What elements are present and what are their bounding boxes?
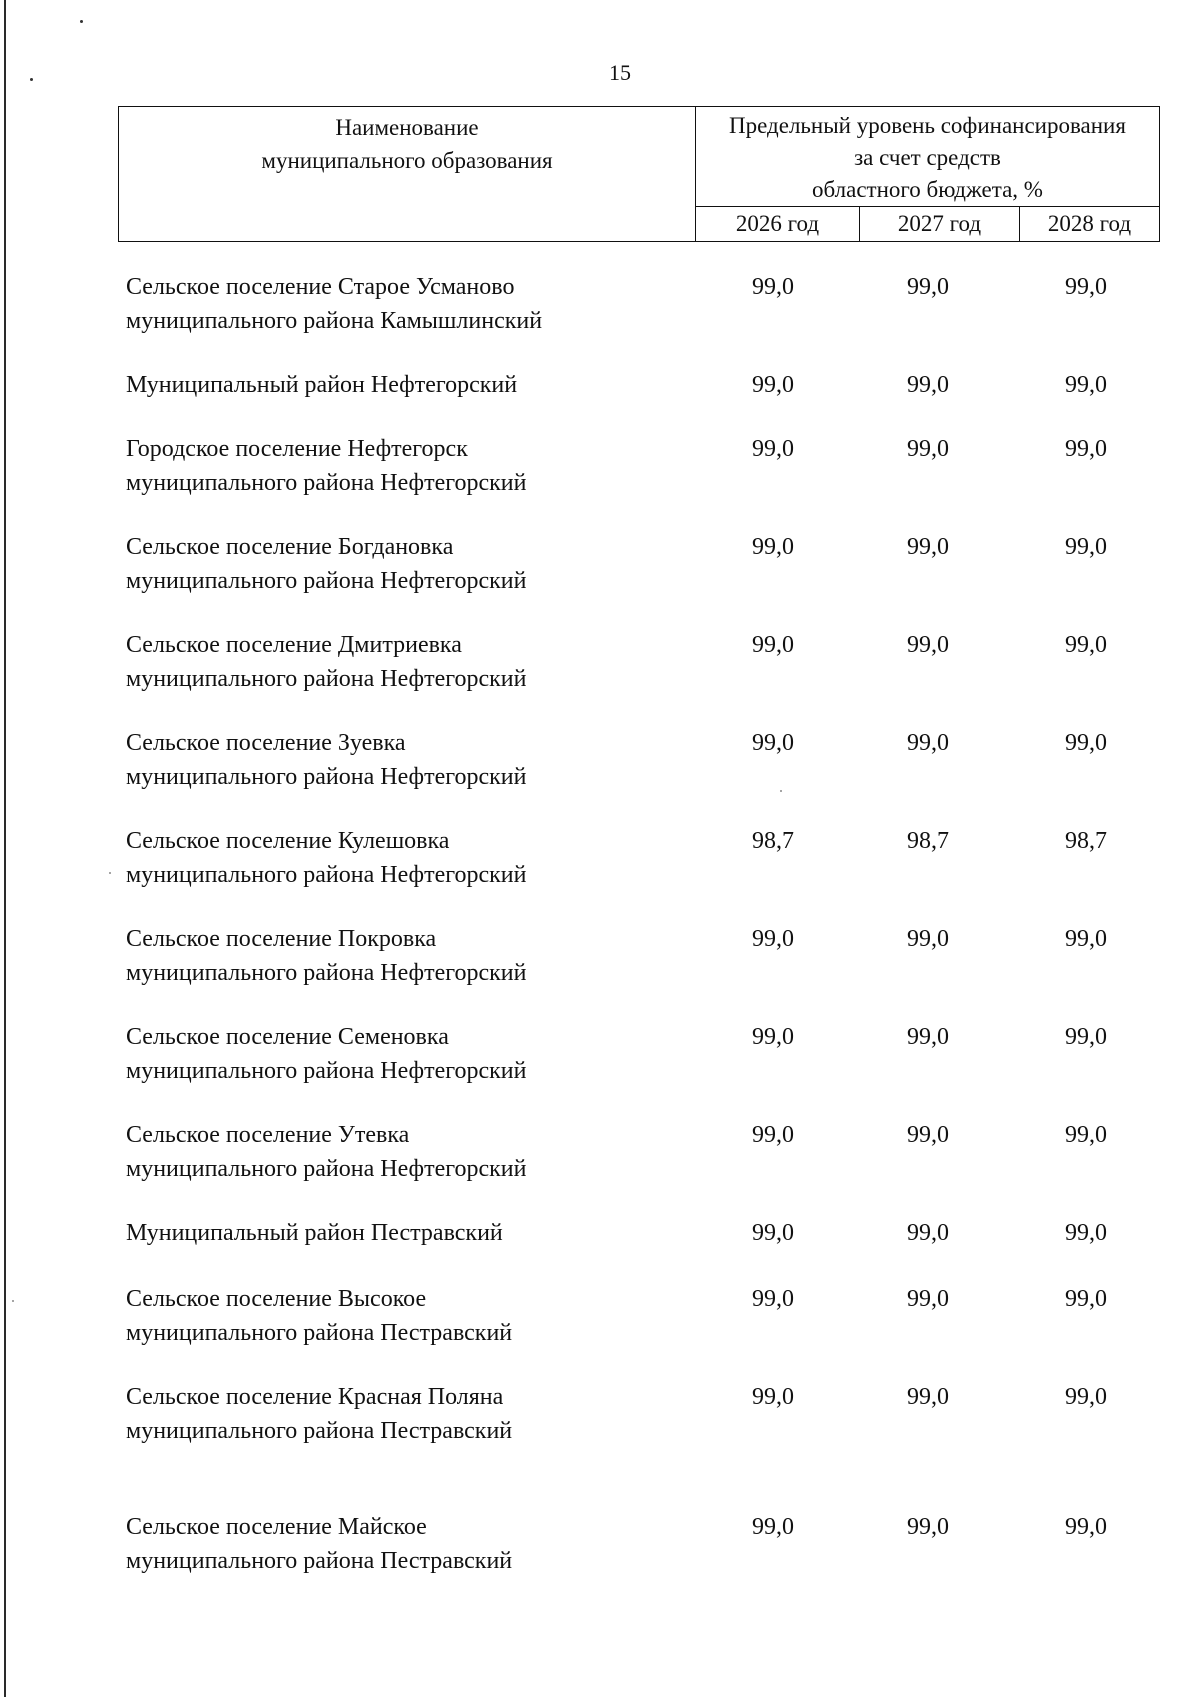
value-2026: 99,0	[752, 436, 794, 462]
value-2028: 99,0	[1065, 1122, 1107, 1148]
municipality-name: Муниципальный район Нефтегорский	[126, 372, 518, 398]
municipality-name: Сельское поселение Утевка муниципального района Нефтегорский	[126, 1122, 527, 1182]
header-level-label: Предельный уровень софинансирования за счет средств областного бюджета, %	[729, 113, 1126, 202]
table-row	[0, 1118, 1200, 1188]
value-2026: 99,0	[752, 632, 794, 658]
table-row	[0, 1380, 1200, 1450]
value-2027: 99,0	[907, 274, 949, 300]
municipality-name: Сельское поселение Дмитриевка муниципального района Нефтегорский	[126, 632, 527, 692]
value-2026: 99,0	[752, 730, 794, 756]
value-2026: 99,0	[752, 1514, 794, 1540]
table-row	[0, 530, 1200, 600]
table-row	[0, 1216, 1200, 1286]
header-year-2026: 2026 год	[696, 207, 860, 241]
value-2027: 99,0	[907, 436, 949, 462]
municipality-name: Сельское поселение Зуевка муниципального района Нефтегорский	[126, 730, 527, 790]
value-2026: 99,0	[752, 534, 794, 560]
value-2028: 99,0	[1065, 926, 1107, 952]
value-2026: 99,0	[752, 1286, 794, 1312]
value-2027: 99,0	[907, 926, 949, 952]
value-2027: 99,0	[907, 730, 949, 756]
table-row	[0, 1510, 1200, 1580]
value-2026: 99,0	[752, 1024, 794, 1050]
value-2026: 99,0	[752, 1122, 794, 1148]
value-2027: 99,0	[907, 1286, 949, 1312]
value-2028: 99,0	[1065, 1514, 1107, 1540]
municipality-name: Сельское поселение Старое Усманово муниципального района Камышлинский	[126, 274, 543, 334]
table-row	[0, 1020, 1200, 1090]
table-row	[0, 726, 1200, 796]
municipality-name: Сельское поселение Красная Поляна муниципального района Пестравский	[126, 1384, 513, 1444]
value-2027: 99,0	[907, 1024, 949, 1050]
value-2028: 99,0	[1065, 1024, 1107, 1050]
value-2027: 99,0	[907, 1122, 949, 1148]
value-2028: 99,0	[1065, 436, 1107, 462]
value-2028: 99,0	[1065, 1384, 1107, 1410]
municipality-name: Сельское поселение Семеновка муниципального района Нефтегорский	[126, 1024, 527, 1084]
header-name-label: Наименование муниципального образования	[261, 115, 553, 173]
value-2027: 99,0	[907, 534, 949, 560]
value-2026: 99,0	[752, 926, 794, 952]
municipality-name: Городское поселение Нефтегорск муниципального района Нефтегорский	[126, 436, 527, 496]
page-number: 15	[609, 60, 631, 85]
value-2026: 99,0	[752, 1220, 794, 1246]
header-year-2027: 2027 год	[860, 207, 1020, 241]
value-2026: 98,7	[752, 828, 794, 854]
municipality-name: Сельское поселение Высокое муниципального района Пестравский	[126, 1286, 513, 1346]
value-2028: 99,0	[1065, 274, 1107, 300]
table-row	[0, 270, 1200, 340]
value-2027: 99,0	[907, 1384, 949, 1410]
municipality-name: Сельское поселение Майское муниципального района Пестравский	[126, 1514, 513, 1574]
table-row	[0, 824, 1200, 894]
value-2026: 99,0	[752, 274, 794, 300]
value-2026: 99,0	[752, 372, 794, 398]
value-2028: 99,0	[1065, 632, 1107, 658]
municipality-name: Сельское поселение Кулешовка муниципального района Нефтегорский	[126, 828, 527, 888]
table-row	[0, 1282, 1200, 1352]
header-year-2028: 2028 год	[1047, 211, 1132, 236]
municipality-name: Муниципальный район Пестравский	[126, 1220, 503, 1246]
table-row	[0, 432, 1200, 502]
value-2028: 99,0	[1065, 1220, 1107, 1246]
value-2027: 99,0	[907, 632, 949, 658]
value-2027: 99,0	[907, 372, 949, 398]
municipality-name: Сельское поселение Богдановка муниципального района Нефтегорский	[126, 534, 527, 594]
table-row	[0, 368, 1200, 438]
table-row	[0, 628, 1200, 698]
value-2028: 99,0	[1065, 372, 1107, 398]
value-2028: 99,0	[1065, 1286, 1107, 1312]
value-2027: 99,0	[907, 1514, 949, 1540]
value-2028: 99,0	[1065, 534, 1107, 560]
table-row	[0, 922, 1200, 992]
municipality-name: Сельское поселение Покровка муниципального района Нефтегорский	[126, 926, 527, 986]
value-2027: 98,7	[907, 828, 949, 854]
value-2028: 98,7	[1065, 828, 1107, 854]
value-2026: 99,0	[752, 1384, 794, 1410]
value-2027: 99,0	[907, 1220, 949, 1246]
value-2028: 99,0	[1065, 730, 1107, 756]
